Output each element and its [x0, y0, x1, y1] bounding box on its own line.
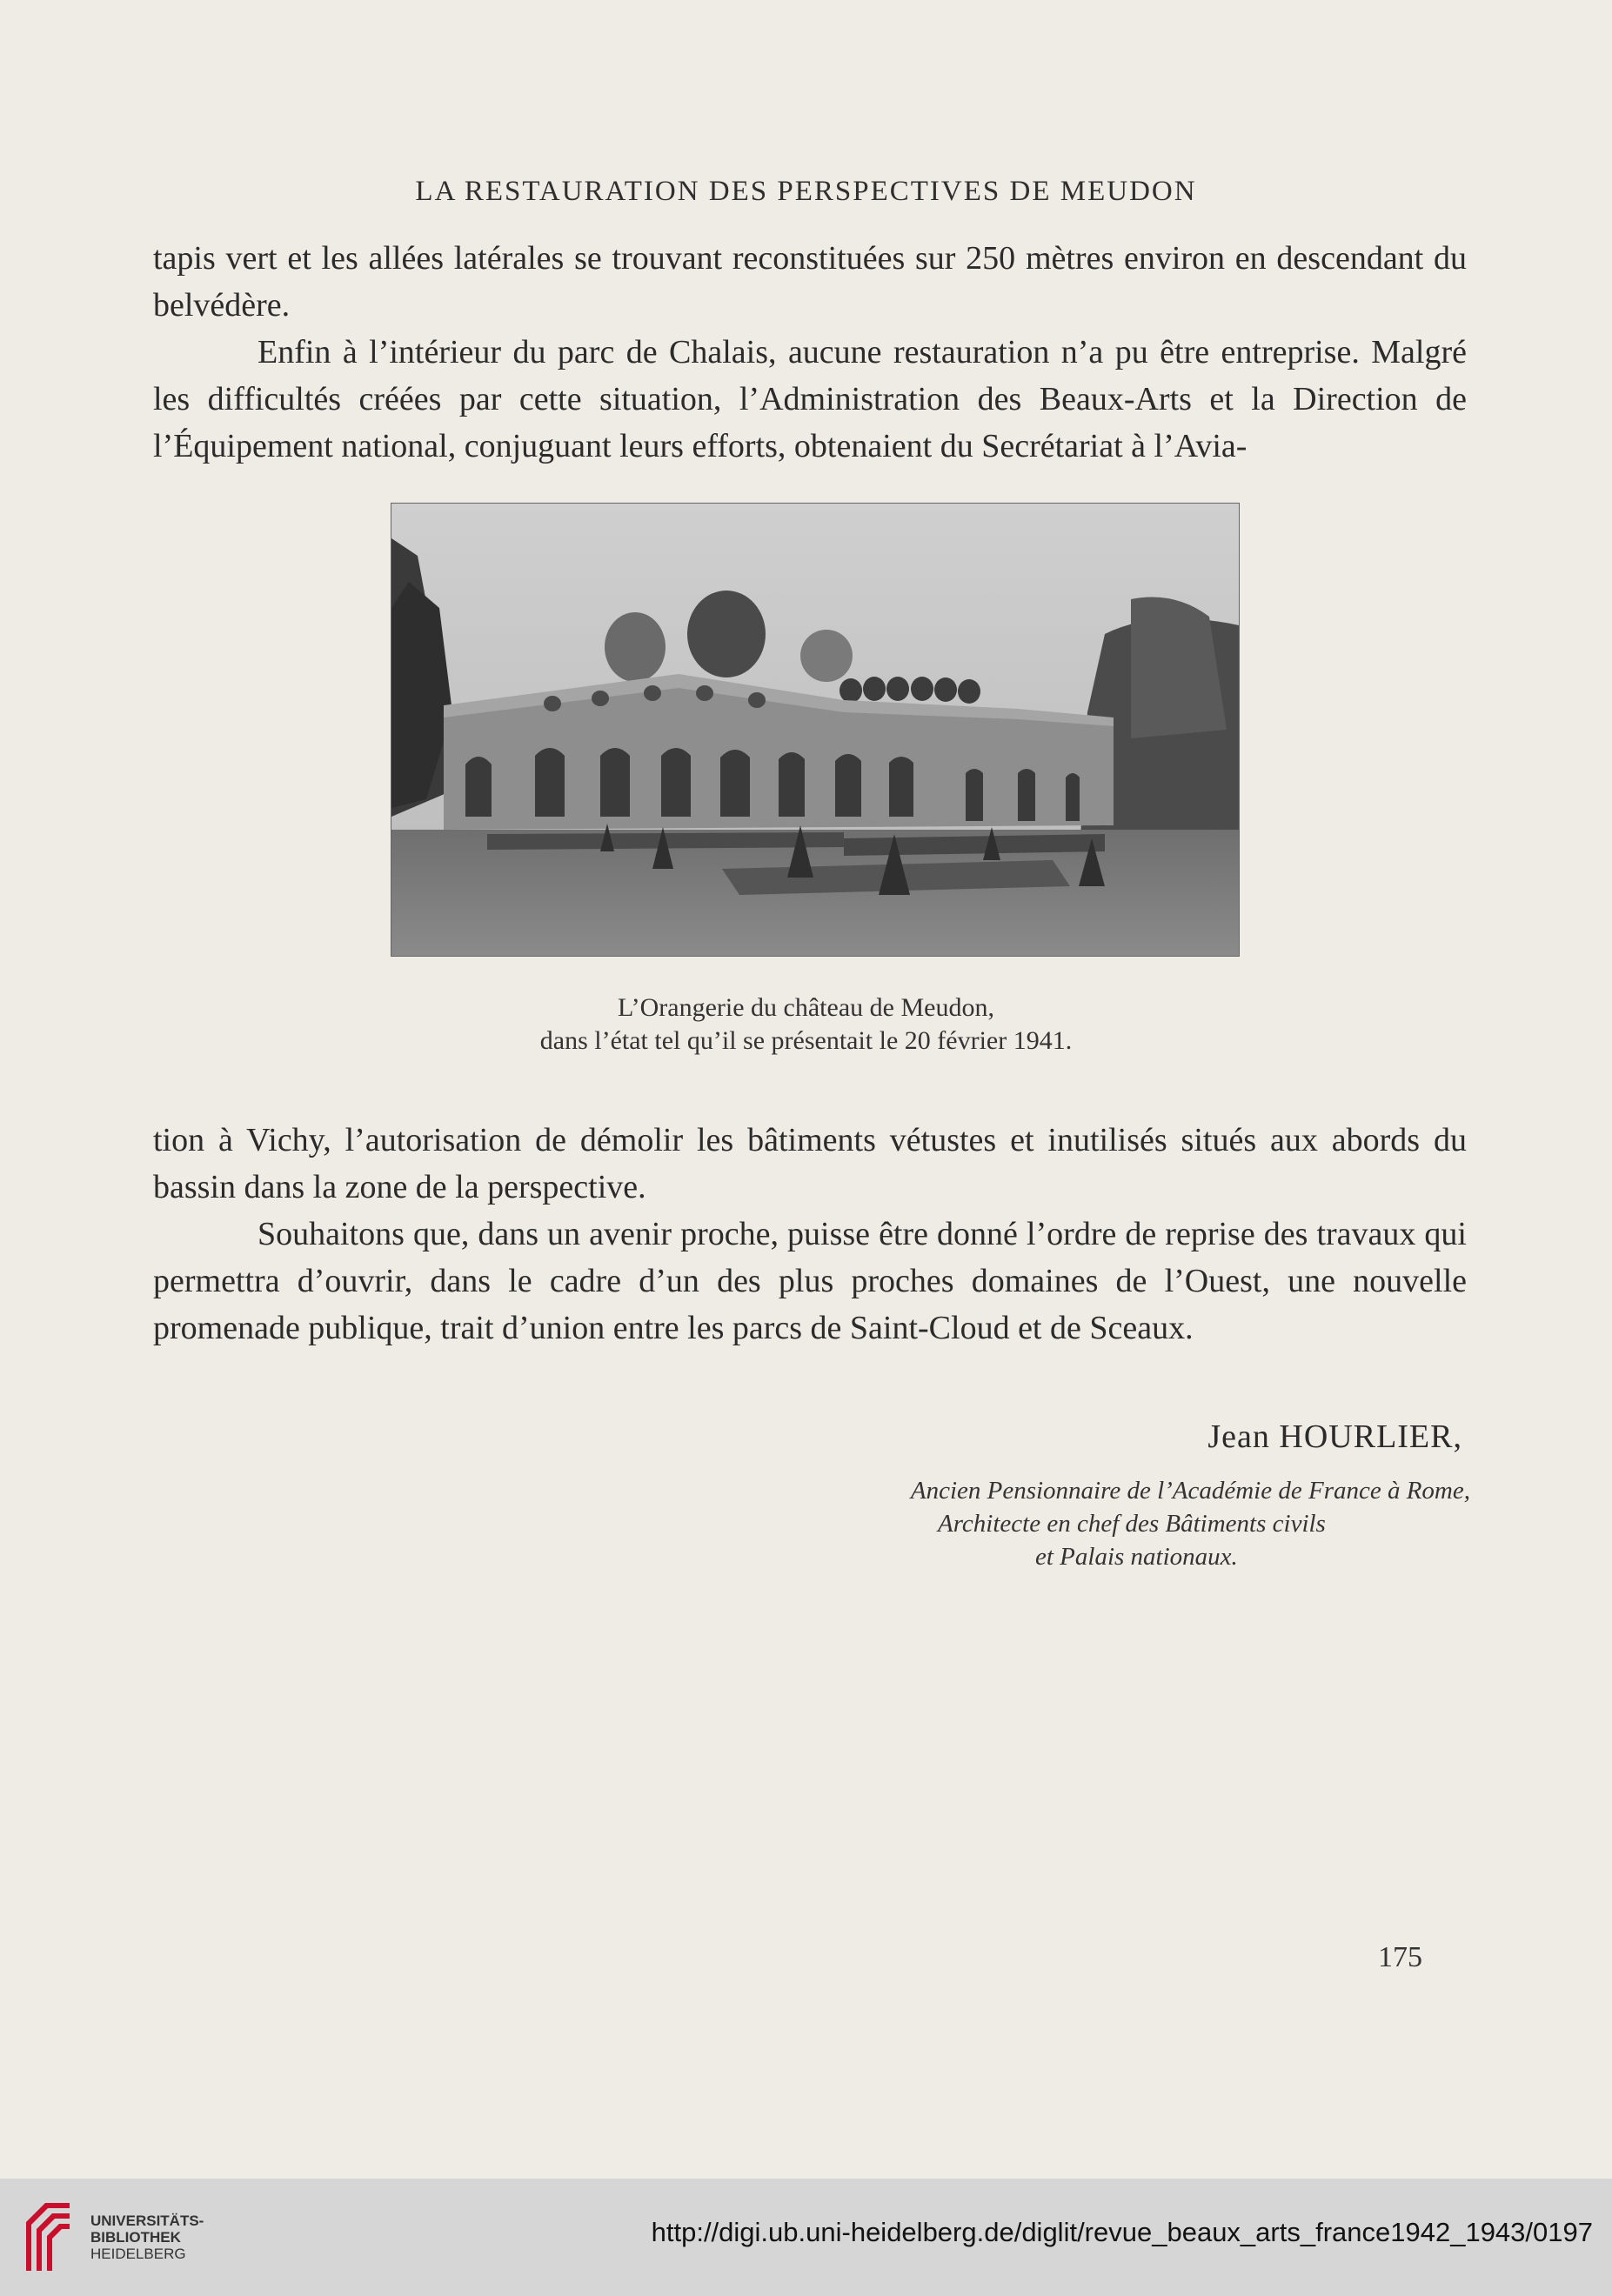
library-logo-icon — [19, 2196, 77, 2278]
author-signature: Jean HOURLIER, — [1207, 1418, 1462, 1455]
credential-line: et Palais nationaux. — [1035, 1543, 1238, 1571]
photo-illustration — [391, 504, 1239, 956]
paragraph: tapis vert et les allées latérales se trouvant reconstituées sur 250 mètres environ en descendant du belvédère. — [153, 240, 1467, 324]
digitization-footer — [0, 2179, 1612, 2296]
caption-line: dans l’état tel qu’il se présentait le 20 février 1941. — [539, 1026, 1073, 1055]
credential-line: Ancien Pensionnaire de l’Académie de France à Rome, — [910, 1477, 1470, 1505]
figure-caption — [0, 991, 1612, 1058]
author-credentials — [783, 1474, 1470, 1573]
library-name-line: HEIDELBERG — [90, 2246, 186, 2262]
library-name-line: BIBLIOTHEK — [90, 2229, 181, 2246]
orangerie-photograph — [391, 503, 1240, 957]
paragraph: Enfin à l’intérieur du parc de Chalais, aucune restauration n’a pu être entreprise. Malgré les difficultés créées par cette situation, l’Administration des Beaux-Arts et la Direction de l’Équipement national, conjuguant leurs efforts, obtenaient du Secrétariat à l’Avia- — [153, 334, 1467, 464]
paragraph: tion à Vichy, l’autorisation de démolir les bâtiments vétustes et inutilisés situés aux abords du bassin dans la zone de la perspective. — [153, 1122, 1467, 1205]
library-name — [90, 2213, 204, 2262]
caption-line: L’Orangerie du château de Meudon, — [618, 993, 994, 1022]
text-block-lower — [153, 1117, 1467, 1352]
running-title: LA RESTAURATION DES PERSPECTIVES DE MEUDON — [415, 176, 1197, 207]
text-block-upper — [153, 235, 1467, 470]
paragraph: Souhaitons que, dans un avenir proche, puisse être donné l’ordre de reprise des travaux qui permettra d’ouvrir, dans le cadre d’un des plus proches domaines de l’Ouest, une nouvelle promenade publique, trait d’union entre les parcs de Saint-Cloud et de Sceaux. — [153, 1216, 1467, 1346]
page-number: 175 — [1378, 1941, 1422, 1973]
credential-line: Architecte en chef des Bâtiments civils — [938, 1510, 1326, 1538]
library-name-line: UNIVERSITÄTS- — [90, 2213, 204, 2229]
source-url-link[interactable]: http://digi.ub.uni-heidelberg.de/diglit/revue_beaux_arts_france1942_1943/0197 — [651, 2217, 1593, 2247]
